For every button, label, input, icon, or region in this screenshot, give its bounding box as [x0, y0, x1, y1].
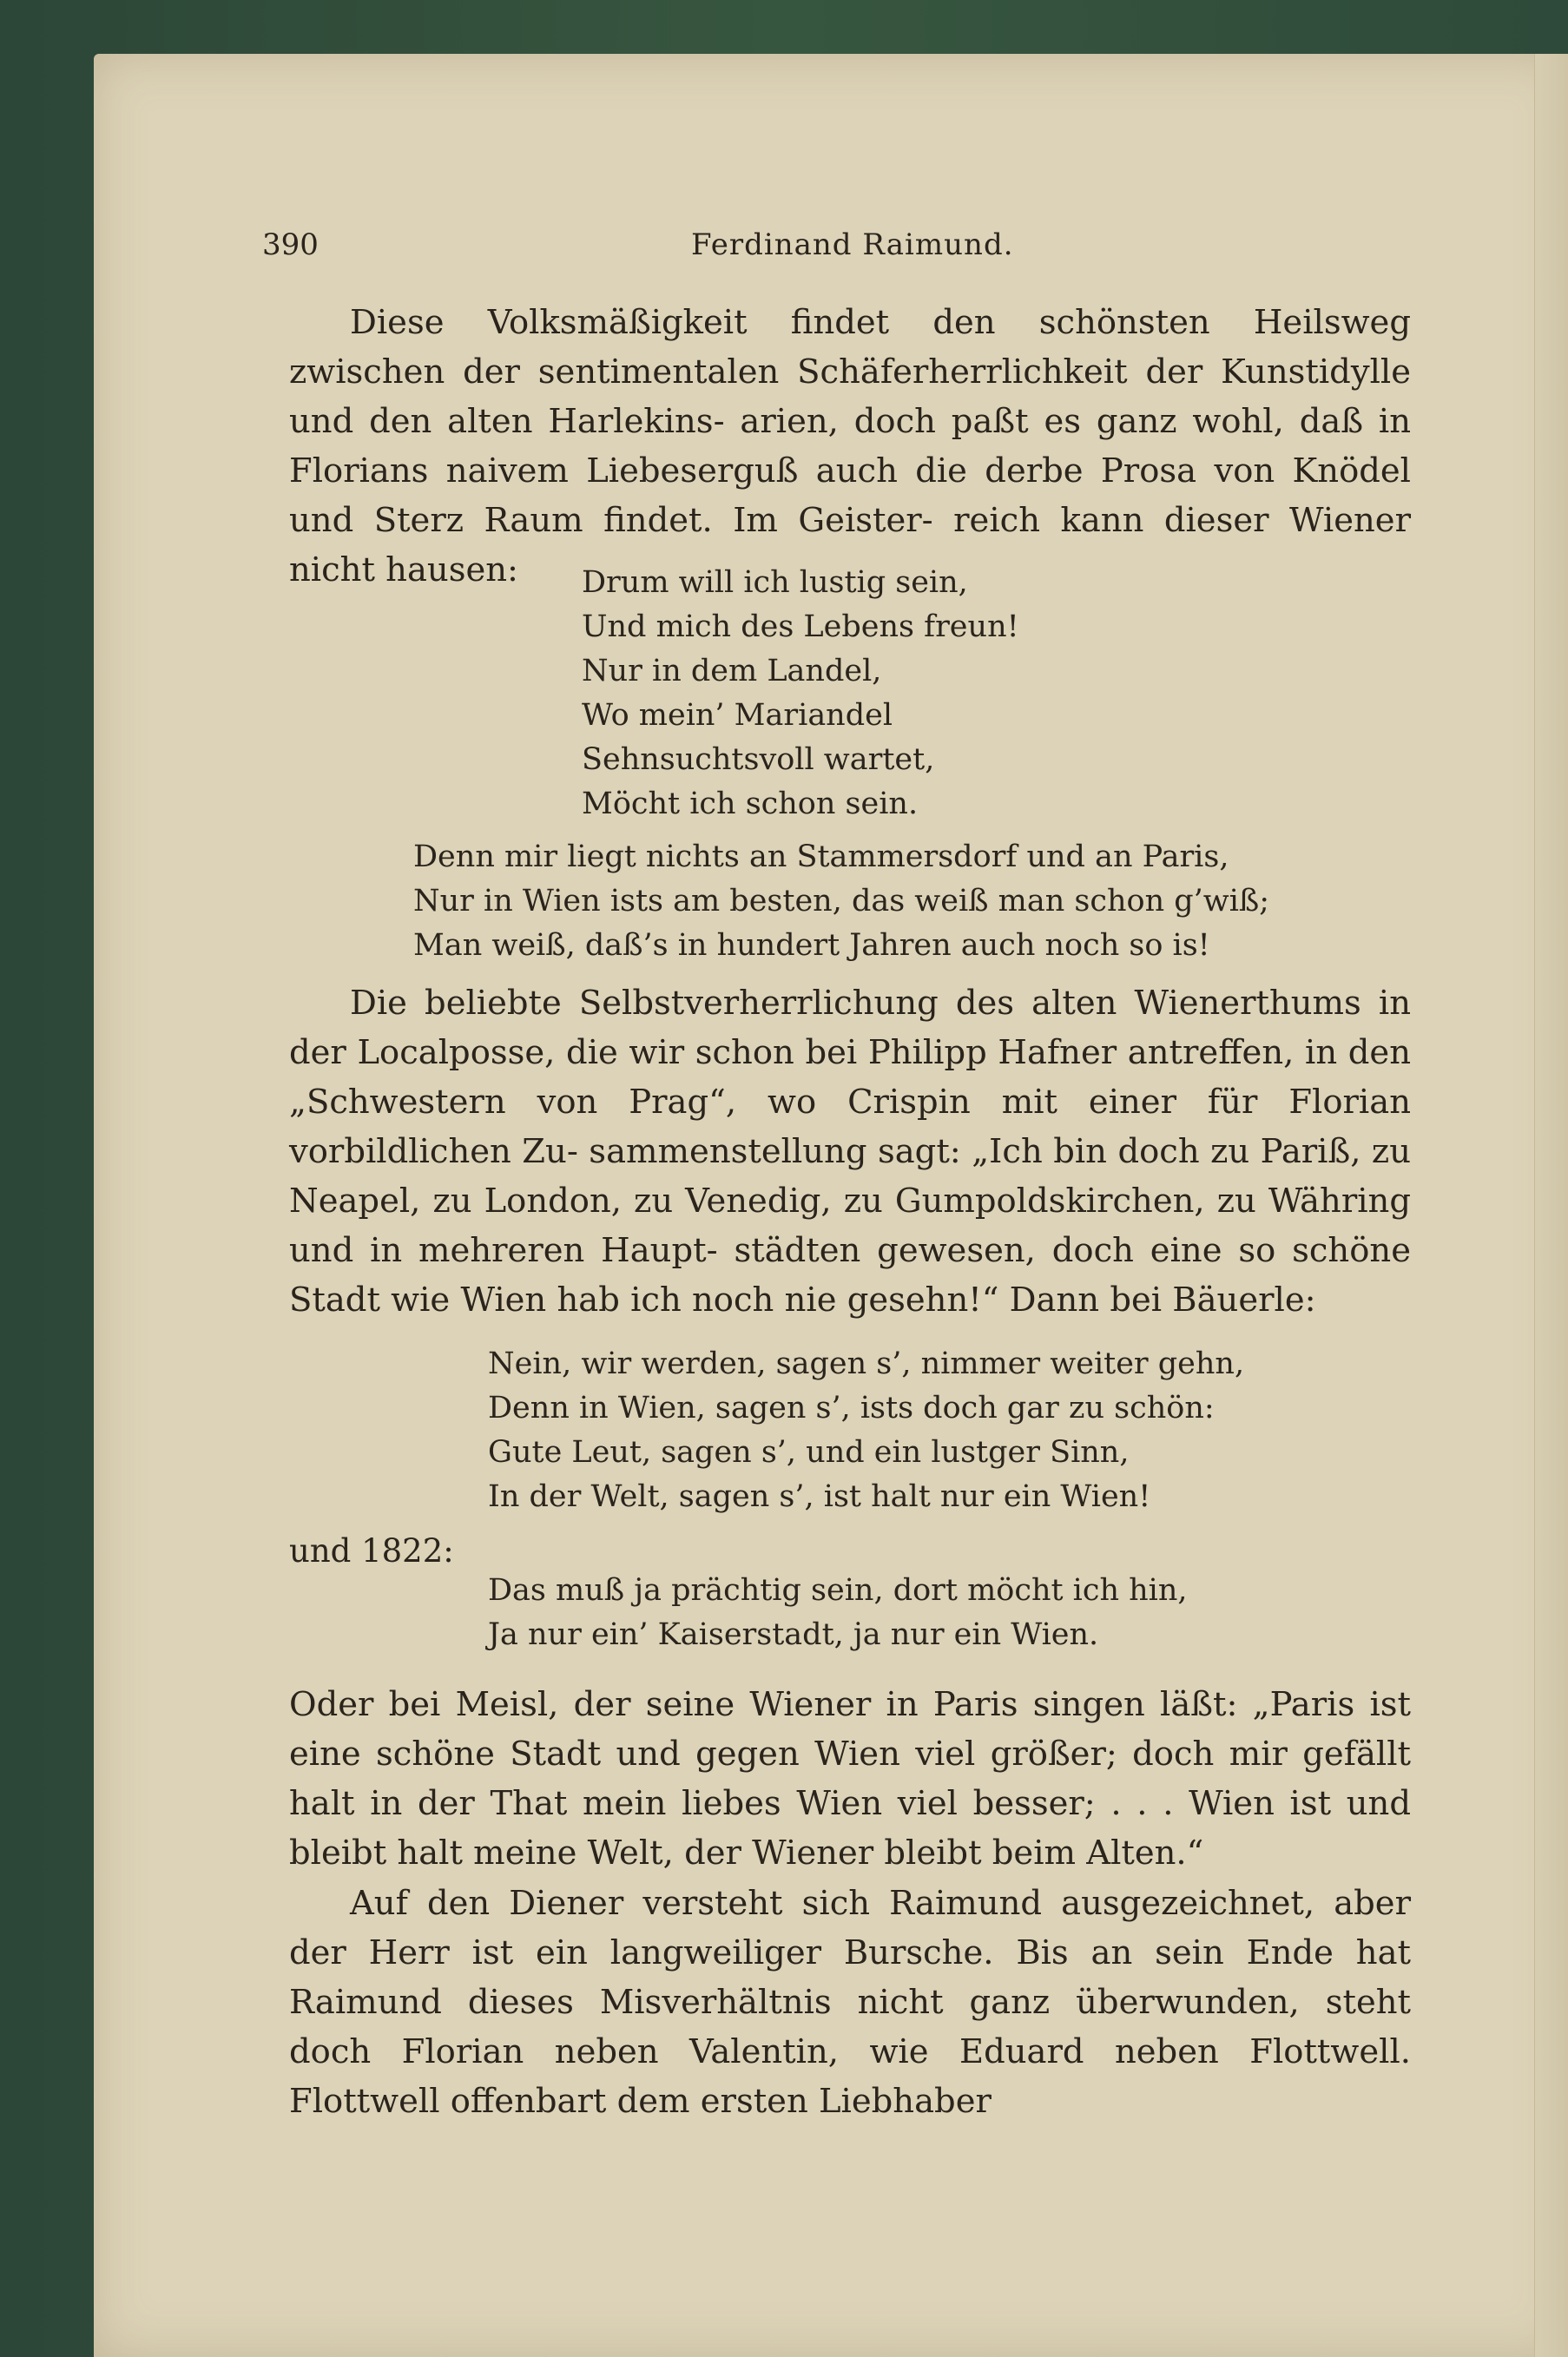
verse-song-3 [488, 1569, 1188, 1657]
page-edge [1534, 54, 1568, 2357]
verse-line: Wo mein’ Mariandel [582, 698, 893, 733]
year-label: und 1822: [289, 1532, 454, 1570]
verse-line: In der Welt, sagen s’, ist halt nur ein Wien! [488, 1479, 1151, 1514]
verse-line: Man weiß, daß’s in hundert Jahren auch noch so is! [413, 928, 1210, 963]
verse-line: Denn mir liegt nichts an Stammersdorf und an Paris, [413, 839, 1229, 874]
paragraph-1: Diese Volksmäßigkeit findet den schönsten Heilsweg zwischen der sentimentalen Schäferherrlichkeit der Kunstidylle und den alten Harlekins- arien, doch paßt es ganz wohl, daß in Florians naivem Liebeserguß auch die derbe Prosa von Knödel und Sterz Raum findet. Im Geister- reich kann dieser Wiener nicht hausen: [289, 303, 1411, 589]
verse-line: Ja nur ein’ Kaiserstadt, ja nur ein Wien. [488, 1617, 1099, 1652]
page-header [198, 227, 1413, 271]
page-number: 390 [262, 227, 319, 262]
verse-line: Nur in Wien ists am besten, das weiß man schon g’wiß; [413, 884, 1270, 918]
running-head: Ferdinand Raimund. [691, 227, 1014, 262]
verse-line: Sehnsuchtsvoll wartet, [582, 742, 935, 777]
verse-line: Drum will ich lustig sein, [582, 565, 968, 600]
verse-line: Das muß ja prächtig sein, dort möcht ich hin, [488, 1573, 1188, 1608]
verse-line: Möcht ich schon sein. [582, 787, 919, 821]
paragraph-2: Die beliebte Selbstverherrlichung des alten Wienerthums in der Localposse, die wir schon bei Philipp Hafner antreffen, in den „Schwestern von Prag“, wo Crispin mit einer für Florian vorbildlichen Zu- sammenstellung sagt: „Ich bin doch zu Pariß, zu Neapel, zu London, zu Venedig, zu Gumpoldskirchen, zu Währing und in mehreren Haupt- städten gewesen, doch eine so schöne Stadt wie Wien hab ich noch nie gesehn!“ Dann bei Bäuerle: [289, 984, 1411, 1320]
verse-line: Nein, wir werden, sagen s’, nimmer weiter gehn, [488, 1346, 1245, 1381]
paragraph-3: Oder bei Meisl, der seine Wiener in Paris singen läßt: „Paris ist eine schöne Stadt und gegen Wien viel größer; doch mir gefällt halt in der That mein liebes Wien viel besser; . . . Wien ist und bleibt halt meine Welt, der Wiener bleibt beim Alten.“ [289, 1685, 1411, 1873]
verse-song-1-refrain [413, 835, 1269, 968]
verse-line: Gute Leut, sagen s’, und ein lustger Sinn, [488, 1435, 1130, 1470]
verse-song-2 [488, 1342, 1244, 1519]
verse-song-1 [582, 561, 1019, 826]
verse-line: Und mich des Lebens freun! [582, 609, 1019, 644]
verse-line: Nur in dem Landel, [582, 654, 882, 688]
verse-line: Denn in Wien, sagen s’, ists doch gar zu schön: [488, 1391, 1215, 1425]
paragraph-4: Auf den Diener versteht sich Raimund ausgezeichnet, aber der Herr ist ein langweiliger Bursche. Bis an sein Ende hat Raimund dieses Misverhältnis nicht ganz überwunden, steht doch Florian neben Valentin, wie Eduard neben Flottwell. Flottwell offenbart dem ersten Liebhaber [289, 1884, 1411, 2121]
